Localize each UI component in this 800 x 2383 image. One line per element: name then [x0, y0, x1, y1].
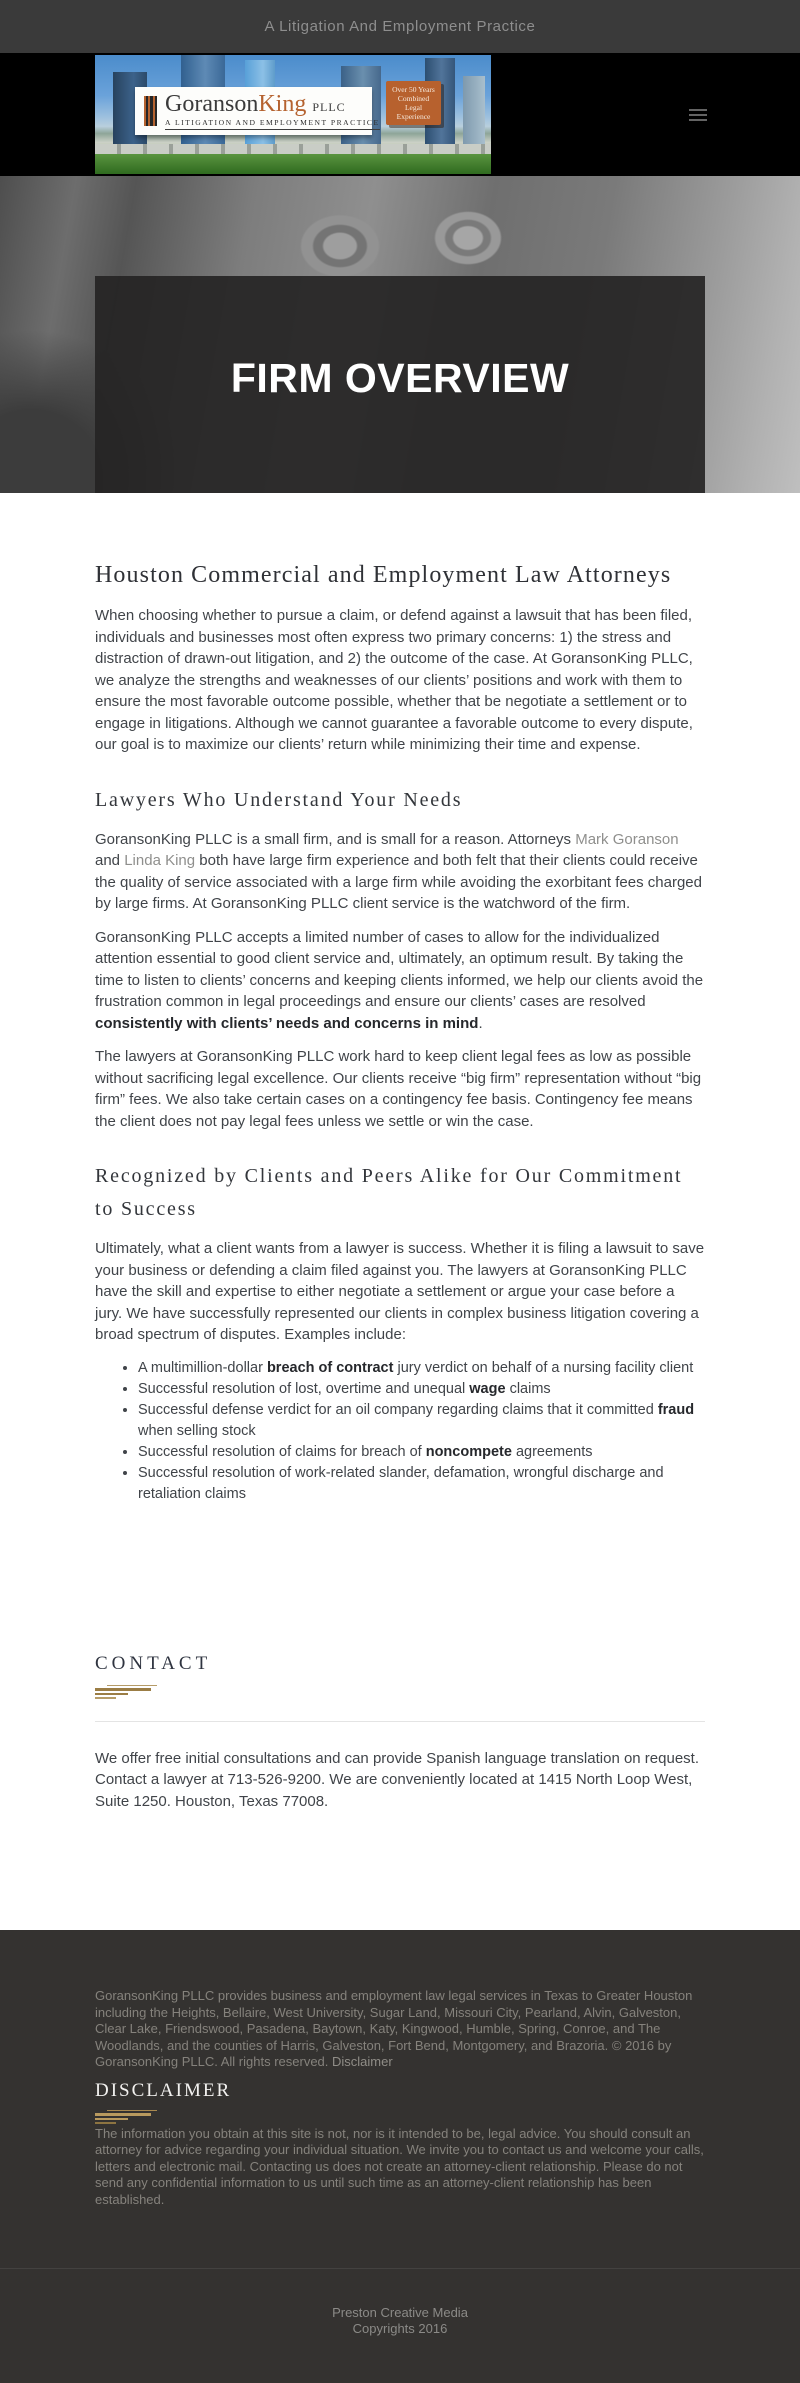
lawn-graphic [95, 154, 491, 174]
text-run: and [95, 852, 125, 869]
flourish-icon [95, 1685, 165, 1701]
logo-wordmark-box [135, 87, 380, 135]
bridge-graphic [95, 144, 491, 154]
text-run: jury verdict on behalf of a nursing facility client [393, 1359, 694, 1376]
text-run: when selling stock [138, 1422, 256, 1439]
paragraph-success: Ultimately, what a client wants from a lawyer is success. Whether it is filing a lawsuit to save your business or defending a claim filed against you. The lawyers at GoransonKing PLLC have the skill and expertise to either negotiate a settlement or argue your case before a jury. We have successfully represented our clients in complex business litigation covering a broad spectrum of disputes. Examples include: [95, 1240, 705, 1343]
section-heading-lawyers: Lawyers Who Understand Your Needs [95, 788, 463, 811]
top-bar [0, 0, 800, 53]
footer-about [95, 1988, 705, 2071]
text-run: GoransonKing PLLC provides business and employment law legal services in Texas to Greater Houston including the Heights, Bellaire, West University, Sugar Land, Missouri City, Pearland, Alvin, Galveston, Clear Lake, Friendswood, Pasadena, Baytown, Katy, Kingwood, Humble, Spring, Conroe, and The Woodlands, and the counties of Harris, Galveston, Fort Bend, Montgomery, and Brazoria. © 2016 by GoransonKing PLLC. All rights reserved. [95, 1988, 693, 2069]
hero-banner [0, 176, 800, 493]
text-run: claims [505, 1380, 551, 1397]
text-run: consistently with clients’ needs and concerns in mind [95, 1014, 479, 1032]
section-heading-recognized: Recognized by Clients and Peers Alike for Our Commitment to Success [95, 1165, 683, 1220]
page-title: FIRM OVERVIEW [230, 355, 570, 401]
text-run: Successful resolution of claims for breach of [138, 1443, 426, 1460]
paragraph-cases [95, 927, 705, 1035]
text-run: . [478, 1014, 483, 1032]
contact-section [95, 1653, 705, 1813]
paragraph-intro: When choosing whether to pursue a claim, or defend against a lawsuit that has been filed, individuals and businesses most often express two primary concerns: 1) the stress and distraction of drawn-out litigation, and 2) the outcome of the case. At GoransonKing PLLC, we analyze the strengths and weaknesses of our clients’ positions and work with them to ensure the most favorable outcome possible, whether that be negotiate a settlement or to engage in litigations. Although we cannot guarantee a favorable outcome to every dispute, our goal is to maximize our clients’ return while minimizing their time and expense. [95, 607, 693, 753]
list-item [138, 1379, 705, 1400]
text-run: agreements [511, 1443, 593, 1460]
credit-link[interactable]: Preston Creative Media [332, 2305, 468, 2320]
logo[interactable] [95, 55, 491, 174]
main-content [0, 493, 800, 1930]
list-item [138, 1463, 705, 1505]
site-header [0, 53, 800, 176]
text-run: Successful defense verdict for an oil company regarding claims that it committed [138, 1401, 658, 1418]
inline-link[interactable]: Linda King [124, 852, 196, 869]
text-run: Successful resolution of lost, overtime and unequal [138, 1380, 470, 1397]
disclaimer-heading: DISCLAIMER [95, 2079, 232, 2101]
logo-suffix: PLLC [312, 100, 346, 115]
badge-line: Over 50 Years [392, 85, 435, 94]
inline-link[interactable]: Disclaimer [332, 2054, 393, 2069]
badge-line: Legal [404, 103, 423, 112]
text-run: noncompete [425, 1443, 512, 1460]
copyright-text: Copyrights 2016 [352, 2321, 448, 2336]
logo-tagline: A LITIGATION AND EMPLOYMENT PRACTICE [165, 119, 380, 130]
text-run: Successful resolution of work-related slander, defamation, wrongful discharge and retaliation claims [138, 1464, 664, 1502]
text-run: both have large firm experience and both felt that their clients could receive the quality of service associated with a large firm while avoiding the exorbitant fees charged by large firms. At GoransonKing PLLC client service is the watchword of the firm. [95, 852, 702, 912]
text-run: breach of contract [266, 1359, 394, 1376]
list-item [138, 1442, 705, 1463]
list-item [138, 1358, 705, 1379]
credits-bar [0, 2268, 800, 2383]
text-run: GoransonKing PLLC accepts a limited number of cases to allow for the individualized attention essential to good client service and, ultimately, an optimum result. By taking the time to listen to clients’ concerns and keeping clients informed, we help our clients avoid the frustration common in legal proceedings and ensure our clients’ cases are resolved [95, 928, 704, 1010]
skyline-graphic [463, 76, 485, 146]
site-tagline: A Litigation And Employment Practice [264, 18, 536, 35]
inline-link[interactable]: Mark Goranson [575, 830, 679, 848]
text-run: wage [469, 1380, 506, 1397]
logo-wordmark [165, 92, 380, 130]
list-item [138, 1400, 705, 1442]
text-run: fraud [657, 1401, 695, 1418]
hamburger-menu-icon[interactable] [689, 106, 707, 124]
badge-line: Combined [397, 94, 430, 103]
gk-monogram-icon [144, 96, 157, 126]
success-examples-list [95, 1358, 705, 1505]
flourish-icon [95, 2110, 165, 2126]
paragraph-lawyers [95, 829, 705, 915]
experience-badge [386, 81, 441, 125]
paragraph-fees: The lawyers at GoransonKing PLLC work hard to keep client legal fees as low as possible without sacrificing legal excellence. Our clients receive “big firm” representation without “big firm” fees. We also take certain cases on a contingency fee basis. Contingency fee means the client does not pay legal fees unless we settle or win the case. [95, 1048, 702, 1130]
contact-heading: CONTACT [95, 1652, 212, 1674]
divider [95, 1721, 705, 1722]
text-run: A multimillion-dollar [138, 1359, 267, 1376]
text-run: GoransonKing PLLC is a small firm, and is small for a reason. Attorneys [95, 830, 576, 848]
logo-name-king: King [258, 91, 307, 118]
footer [0, 1930, 800, 2268]
contact-body: We offer free initial consultations and can provide Spanish language translation on request. Contact a lawyer at 713-526-9200. We are conveniently located at 1415 North Loop West, Suite 1250. Houston, Texas 77008. [95, 1749, 699, 1810]
hero-overlay [95, 276, 705, 493]
badge-line: Experience [396, 112, 431, 121]
section-heading-attorneys: Houston Commercial and Employment Law Attorneys [95, 562, 672, 588]
logo-name-goranson: Goranson [165, 91, 259, 118]
disclaimer-body: The information you obtain at this site is not, nor is it intended to be, legal advice. You should consult an attorney for advice regarding your individual situation. We invite you to contact us and welcome your calls, letters and electronic mail. Contacting us does not create an attorney-client relationship. Please do not send any confidential information to us until such time as an attorney-client relationship has been established. [95, 2125, 704, 2207]
